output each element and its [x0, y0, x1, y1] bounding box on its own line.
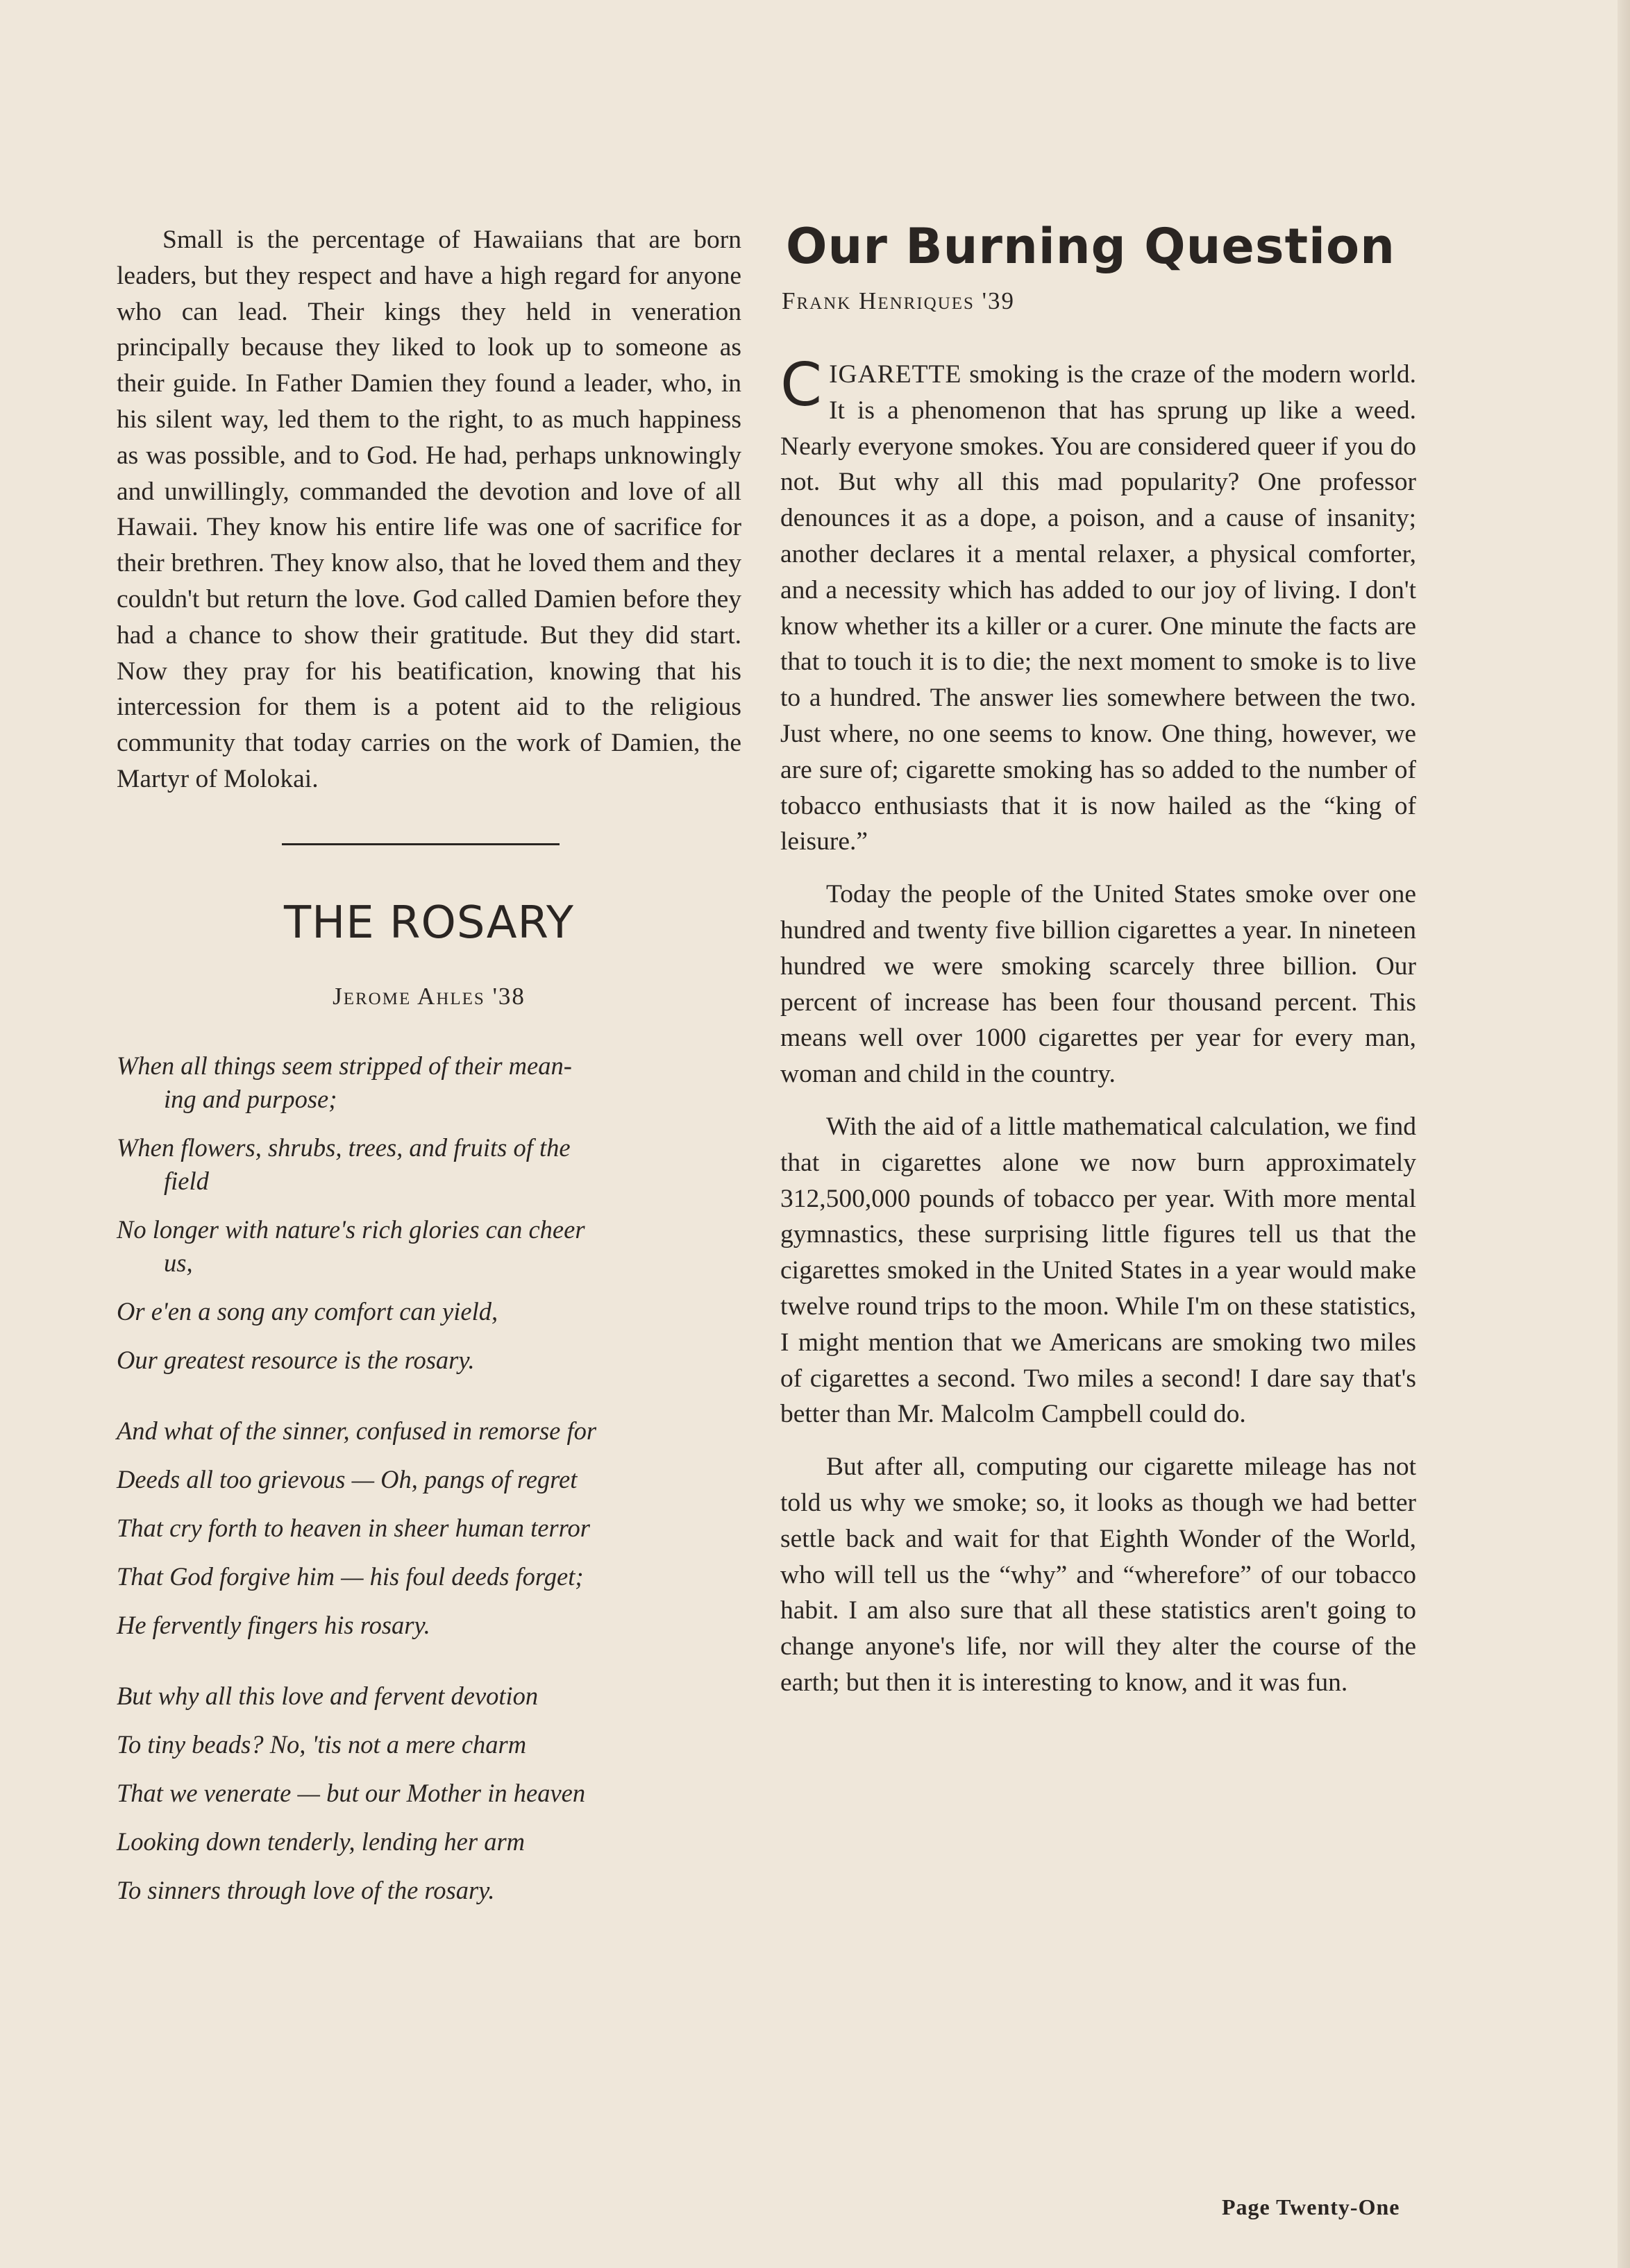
- article-author: Frank Henriques '39: [782, 287, 1015, 314]
- article-title: Our Burning Question: [786, 218, 1395, 275]
- poem-line: Deeds all too grievous — Oh, pangs of regret: [117, 1464, 578, 1493]
- lead-word: IGARETTE: [829, 360, 962, 389]
- article-paragraph: But after all, computing our cigarette mileage has not told us why we smoke; so, it looks as though we had better settle back and wait for that Eighth Wonder of the World, who will tell us the “why” and “wherefore” of our tobacco habit. I am also sure that all these statistics aren't going to change anyone's life, nor will they alter the course of the earth; but then it is interesting to know, and it was fun.: [780, 1453, 1416, 1697]
- left-column: [117, 222, 741, 1922]
- damien-essay: [117, 222, 741, 797]
- essay-paragraph: Small is the percentage of Hawaiians that are born leaders, but they respect and have a high regard for anyone who can lead. Their kings they held in veneration principally because they liked to look up to someone as their guide. In Father Damien they found a leader, who, in his silent way, led them to the right, to as much happiness as was possible, and to God. He had, perhaps unknowingly and unwillingly, commanded the devotion and love of all Hawaii. They know his entire life was one of sacrifice for their brethren. They know also, that he loved them and they couldn't but return the love. God called Damien before they had a chance to show their gratitude. But they did start. Now they pray for his beatification, knowing that his intercession for them is a potent aid to the religious community that today carries on the work of Damien, the Martyr of Molokai.: [117, 226, 741, 793]
- poem-stanza: [117, 1049, 741, 1377]
- poem-stanza: [117, 1414, 741, 1642]
- poem-title: THE ROSARY: [284, 897, 574, 949]
- article-paragraph: Today the people of the United States smoke over one hundred and twenty five billion cigarettes a year. In nineteen hundred we were smoking scarcely three billion. Our percent of increase has been four thousand percent. This means well over 1000 cigarettes per year for every man, woman and child in the country.: [780, 880, 1416, 1089]
- poem-line: To sinners through love of the rosary.: [117, 1875, 495, 1904]
- poem-line: But why all this love and fervent devotion: [117, 1681, 539, 1710]
- article-paragraph: With the aid of a little mathematical calculation, we find that in cigarettes alone we now burn approximately 312,500,000 pounds of tobacco per year. With more mental gymnastics, these surprising little figures tell us that the cigarettes smoked in the United States in a year would make twelve round trips to the moon. While I'm on these statistics, I might mention that we Americans are smoking two miles of cigarettes a second. Two miles a second! I dare say that's better than Mr. Malcolm Campbell could do.: [780, 1112, 1416, 1429]
- poem-stanza: [117, 1679, 741, 1907]
- poem-line: That God forgive him — his foul deeds forget;: [117, 1562, 584, 1591]
- page-number: Page Twenty-One: [1222, 2194, 1400, 2219]
- page-edge: [1618, 0, 1630, 2268]
- poem-line: To tiny beads? No, 'tis not a mere charm: [117, 1729, 527, 1759]
- poem-line: Looking down tenderly, lending her arm: [117, 1827, 526, 1856]
- poem-line: He fervently fingers his rosary.: [117, 1610, 430, 1639]
- poem-author: Jerome Ahles '38: [333, 982, 526, 1010]
- poem-line: When all things seem stripped of their mean- ing and purpose;: [117, 1051, 572, 1113]
- poem-body: [117, 1049, 741, 1907]
- poem-line: No longer with nature's rich glories can cheer us,: [117, 1215, 585, 1277]
- poem-line: When flowers, shrubs, trees, and fruits of the field: [117, 1133, 571, 1195]
- poem-line: That cry forth to heaven in sheer human terror: [117, 1513, 590, 1542]
- article-paragraph: CIGARETTE smoking is the craze of the modern world. It is a phenomenon that has sprung up like a weed. Nearly everyone smokes. You are considered queer if you do not. But why all this mad popularity? One professor denounces it as a dope, a poison, and a cause of insanity; another declares it a mental relaxer, a physical comforter, and a necessity which has added to our joy of living. I don't know whether its a killer or a curer. One minute the facts are that to touch it is to die; the next moment to smoke is to live to a hundred. The answer lies somewhere between the two. Just where, no one seems to know. One thing, however, we are sure of; cigarette smoking has so added to the number of tobacco enthusiasts that it is now hailed as the “king of leisure.”: [780, 350, 1416, 856]
- poem-line: And what of the sinner, confused in remorse for: [117, 1416, 597, 1445]
- article-body: [780, 350, 1416, 1701]
- drop-cap: C: [780, 350, 823, 420]
- poem-line: Or e'en a song any comfort can yield,: [117, 1296, 498, 1326]
- right-column: [780, 218, 1416, 1701]
- poem-line: Our greatest resource is the rosary.: [117, 1345, 475, 1374]
- poem-line: That we venerate — but our Mother in heaven: [117, 1778, 586, 1807]
- section-divider: [282, 843, 560, 845]
